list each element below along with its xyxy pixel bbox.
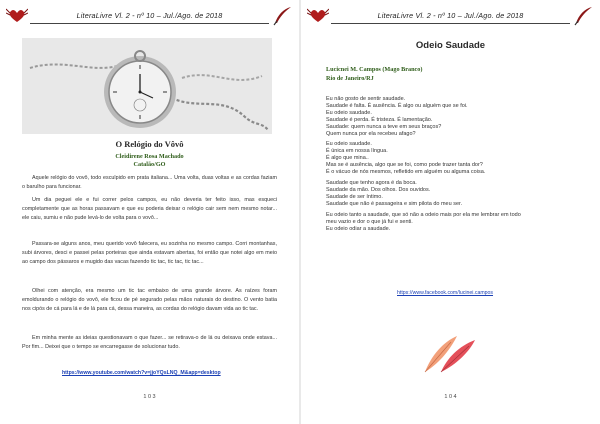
poem-line: Quem nunca por ela recebeu afago? [326,131,416,137]
poem-line: meu vazio e dor o que já fui e senti. [326,219,413,225]
poem-line: Saudade é perda. É tristeza. É lamentação. [326,117,433,123]
poem-line: Saudade que tenho agora é da boca. [326,180,417,186]
right-page [301,0,600,424]
facebook-link[interactable]: https://www.facebook.com/lucinei.campos [397,290,494,296]
author-place: Rio de Janeiro/RJ [326,75,374,82]
poem-line: Saudade da mão. Dos olhos. Dos ouvidos. [326,187,431,193]
poem-line: Eu odeio tanto a saudade, que só não a odeio mais por ela me lembrar em todo [326,212,521,218]
page-number: 1 0 3 [143,394,156,400]
poem-line: É o vácuo de nós mesmos, refletido em alguém ou alguma coisa. [326,169,486,175]
author-place: Catalão/GO [133,161,166,168]
paragraph: Aquele relógio do vovô, todo esculpido em prata italiana... Uma volta, duas voltas e as cordas faziam o barulho para funcionar. [22,175,277,191]
poem-line: É algo que mina.. [326,155,369,161]
poem-line: Eu odeio odiar a saudade. [326,226,391,232]
poem-line: Saudade que não é passageira e sim pilota do meu ser. [326,201,463,207]
paragraph: Passara-se alguns anos, meu querido vovô falecera, eu sozinha no mesmo campo. Corri montanhas, subi árvores, desci e passei pelas porteiras que ainda estavam abertas, foi então que notei algo em meio ao campo dos pássaros e mugido das vacas fazendo tic tac, tic tac, tic tac... [22,241,277,266]
poem-line: Saudade é falta. É ausência. É algo ou alguém que se foi. [326,103,468,109]
page-number: 1 0 4 [444,394,457,400]
poem-title: Odeio Saudade [415,40,486,51]
feathers-icon [421,332,481,376]
page-header [0,5,299,29]
poem-line: Eu odeio saudade. [326,110,372,116]
left-page [0,0,299,424]
paragraph: Em minha mente as ideias questionavam o que fazer... se retirava-o de lá ou deixava onde estava... Por fim... Deixei que o tempo se encarregasse de solucionar tudo. [22,335,277,351]
pocket-watch-photo [22,38,272,134]
youtube-link[interactable]: https://www.youtube.com/watch?v=jjoYQsLNQ_M&app=desktop [62,370,221,376]
header-title: LiteraLivre Vl. 2 - nº 10 – Jul./Ago. de 2018 [76,11,223,20]
poem-line: É única em nossa língua. [326,148,388,154]
poem-line: Eu odeio saudade. [326,141,372,147]
author-name: Lucicnei M. Campos (Mago Branco) [326,66,423,73]
paragraph: Olhei com atenção, era mesmo um tic tac embaixo de uma grande árvore. As raízes foram emoldurando o relógio do vovô, ele ficou de pé segurado pelas mãos naturais do destino. O vento batia nos cipós de cá para lá e de lá para cá, dessa maneira, as cordas do relógio davam vida ao tic tac. [22,288,277,313]
paragraph: Um dia peguei ele e fui correr pelos campos, eu não deveria ter feito isso, mas esqueci completamente que as horas passavam e que eu poderia deixar o relógio cair sem nem mesmo notar... ele caiu, sumiu e não pude levá-lo de volta para o vovô... [22,197,277,222]
author-name: Cleidirene Rosa Machado [115,153,184,160]
header-rule [30,23,269,24]
quill-pen-icon [271,5,293,27]
header-title: LiteraLivre Vl. 2 - nº 10 – Jul./Ago. de 2018 [377,11,524,20]
article-title: O Relógio do Vôvô [115,139,184,149]
poem-line: Saudade: quem nunca a teve em seus braços? [326,124,442,130]
quill-pen-icon [572,5,594,27]
page-header [301,5,600,29]
poem-line: Saudade de ser íntimo. [326,194,383,200]
poem-line: Eu não gosto de sentir saudade. [326,96,406,102]
poem-line: Mas se é ausência, algo que se foi, como pode trazer tanta dor? [326,162,483,168]
header-rule [331,23,570,24]
